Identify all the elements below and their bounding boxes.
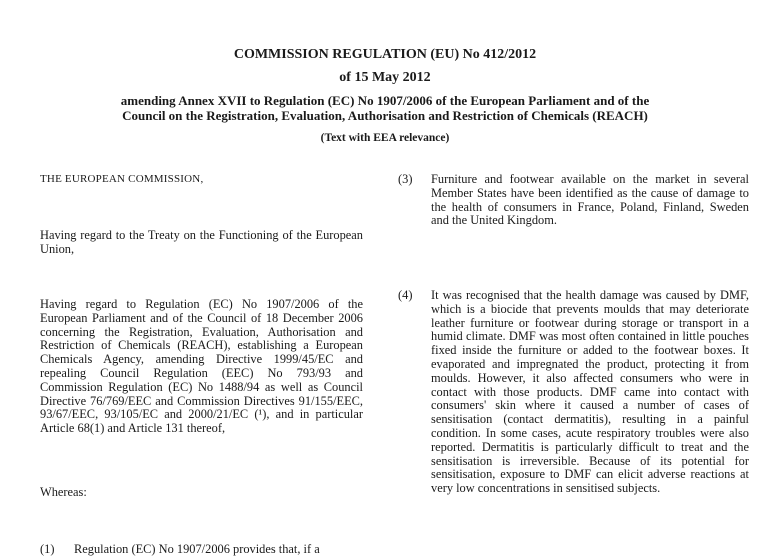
recital-1-text: Regulation (EC) No 1907/2006 provides that, if a: [74, 542, 320, 556]
commission-heading: THE EUROPEAN COMMISSION,: [40, 173, 204, 185]
subject-line-1: amending Annex XVII to Regulation (EC) No 1907/2006 of the European Parliament and of the: [120, 93, 650, 108]
whereas-label: Whereas:: [40, 485, 87, 499]
recital-4-number: (4): [398, 288, 413, 302]
treaty-paragraph: Having regard to the Treaty on the Functioning of the European Union,: [40, 228, 363, 256]
regulation-paragraph: Having regard to Regulation (EC) No 1907/2006 of the European Parliament and of the Council of 18 December 2006 concerning the Registration, Evaluation, Authorisation and Restriction of Chemicals (REACH), establishing a European Chemicals Agency, amending Directive 1999/45/EC and repealing Council Regulation (EEC) No 793/93 and Commission Regulation (EC) No 1488/94 as well as Council Directive 76/769/EEC and Commission Directives 91/155/EEC, 93/67/EEC, 93/105/EC and 2000/21/EC (¹), and in particular Article 68(1) and Article 131 thereof,: [40, 297, 363, 436]
recital-1-number: (1): [40, 542, 55, 556]
recital-4-text: It was recognised that the health damage was caused by DMF, which is a biocide that prevents moulds that may deteriorate leather furniture or footwear during storage or transport in a humid climate. DMF was most often contained in little pouches fixed inside the furniture or added to the footwear boxes. It evaporated and impregnated the product, protecting it from moulds. However, it also affected consumers who were in contact with those products. DMF came into contact with consumers' skin where it caused a number of cases of sensitisation (contact dermatitis), resulting in a painful condition. In some cases, acute respiratory troubles were also reported. Dermatitis is particularly difficult to treat and the sensitisation is irreversible. Because of its potential for sensitisation, exposure to DMF can elicit adverse reactions at very low concentrations in sensitised subjects.: [431, 288, 749, 496]
eea-relevance: (Text with EEA relevance): [320, 132, 450, 144]
recital-3-text: Furniture and footwear available on the market in several Member States have been identified as the cause of damage to the health of consumers in France, Poland, Finland, Sweden and the United Kingdom.: [431, 172, 749, 228]
recital-3-number: (3): [398, 172, 413, 186]
subject-line-2: Council on the Registration, Evaluation, Authorisation and Restriction of Chemicals (REACH): [122, 108, 648, 123]
regulation-title: COMMISSION REGULATION (EU) No 412/2012: [233, 47, 537, 62]
regulation-date: of 15 May 2012: [339, 70, 431, 85]
regulation-subject: [0, 93, 770, 123]
